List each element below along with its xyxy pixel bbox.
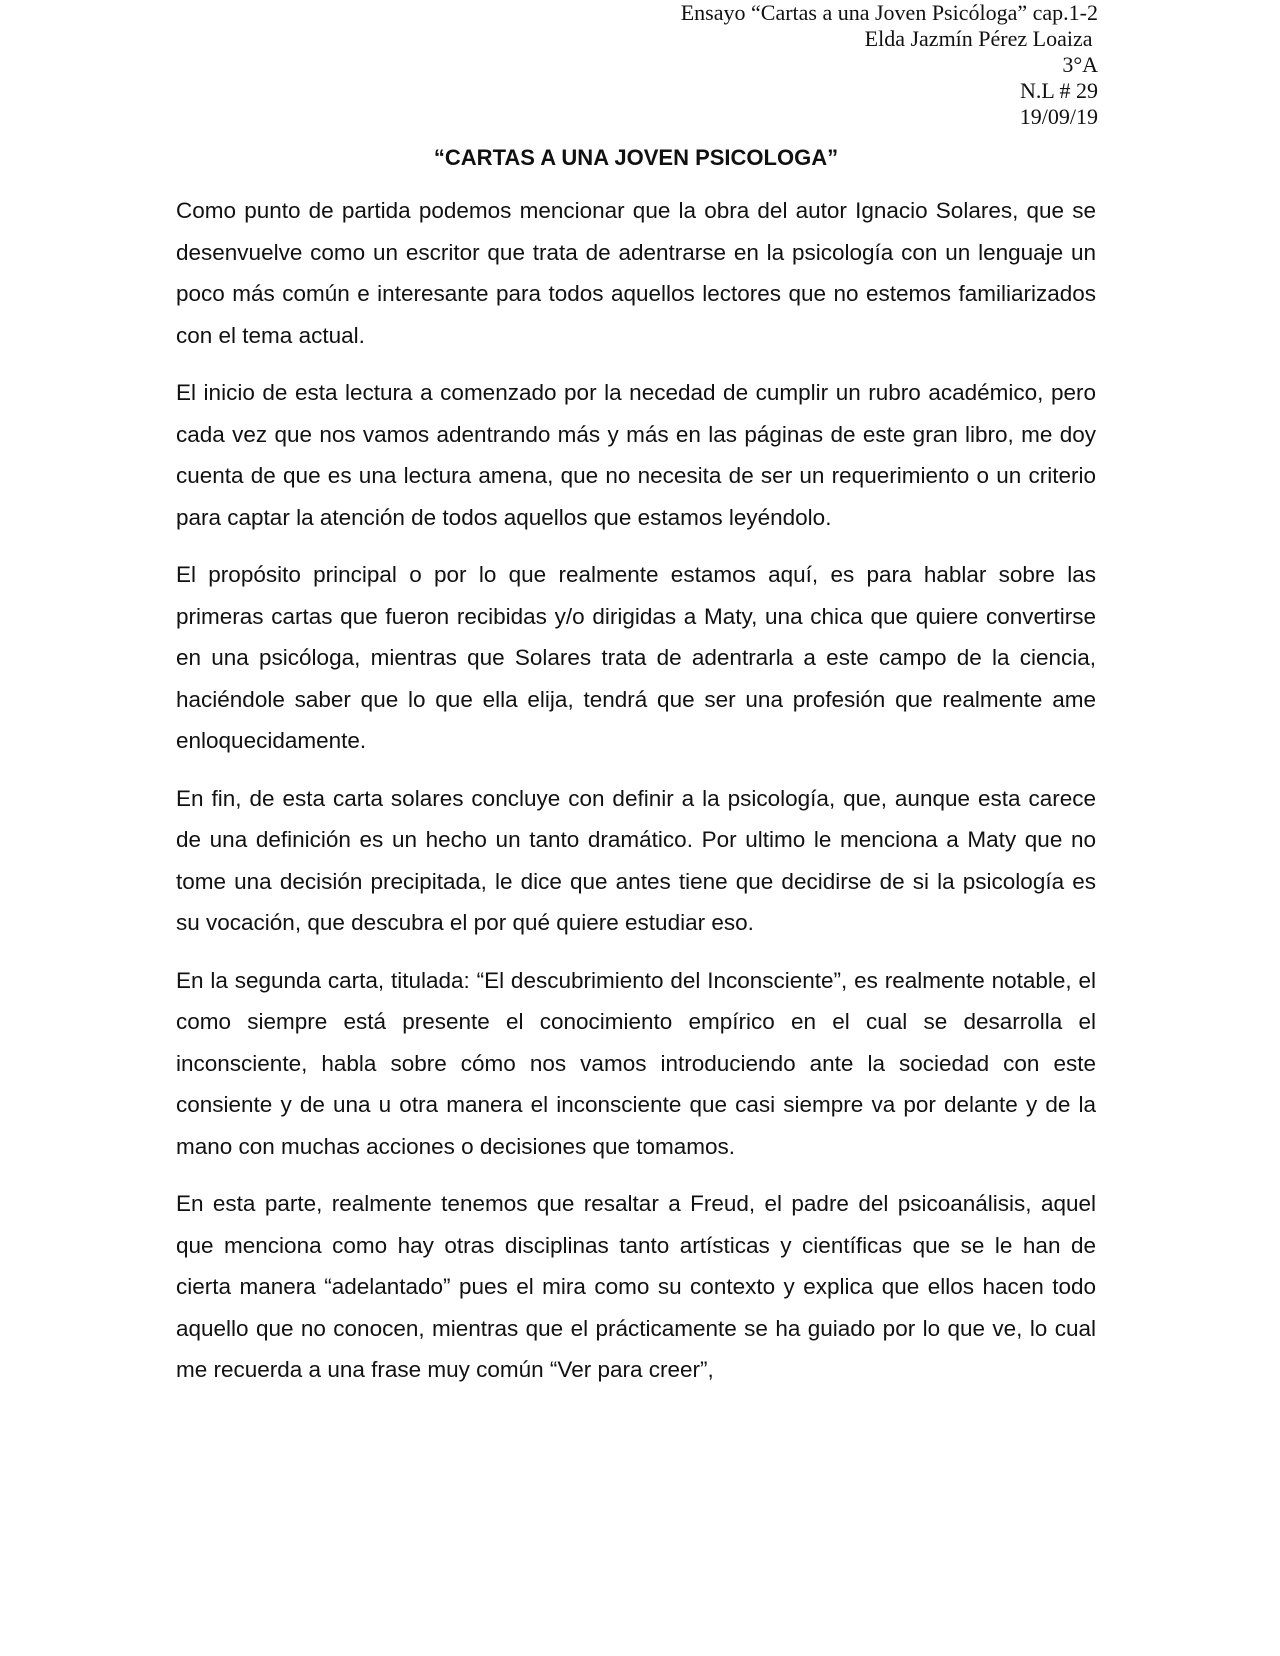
document-body <box>176 190 1096 1407</box>
header-group: 3°A <box>1062 52 1098 77</box>
header-author-name: Elda Jazmín Pérez Loaiza <box>864 26 1098 51</box>
paragraph-6: En esta parte, realmente tenemos que resaltar a Freud, el padre del psicoanálisis, aquel que menciona como hay otras disciplinas tanto artísticas y científicas que se le han de cierta manera “adelantado” pues el mira como su contexto y explica que ellos hacen todo aquello que no conocen, mientras que el prácticamente se ha guiado por lo que ve, lo cual me recuerda a una frase muy común “Ver para creer”, <box>176 1191 1096 1382</box>
header-essay-title: Ensayo “Cartas a una Joven Psicóloga” cap.1-2 <box>680 0 1098 25</box>
document-header <box>681 0 1098 130</box>
paragraph-1: Como punto de partida podemos mencionar que la obra del autor Ignacio Solares, que se desenvuelve como un escritor que trata de adentrarse en la psicología con un lenguaje un poco más común e interesante para todos aquellos lectores que no estemos familiarizados con el tema actual. <box>176 198 1096 348</box>
header-date: 19/09/19 <box>1019 104 1098 129</box>
document-title: “CARTAS A UNA JOVEN PSICOLOGA” <box>433 145 839 170</box>
paragraph-4: En fin, de esta carta solares concluye con definir a la psicología, que, aunque esta carece de una definición es un hecho un tanto dramático. Por ultimo le menciona a Maty que no tome una decisión precipitada, le dice que antes tiene que decidirse de si la psicología es su vocación, que descubra el por qué quiere estudiar eso. <box>176 785 1096 935</box>
paragraph-5: En la segunda carta, titulada: “El descubrimiento del Inconsciente”, es realmente notable, el como siempre está presente el conocimiento empírico en el cual se desarrolla el inconsciente, habla sobre cómo nos vamos introduciendo ante la sociedad con este consiente y de una u otra manera el inconsciente que casi siempre va por delante y de la mano con muchas acciones o decisiones que tomamos. <box>176 967 1096 1159</box>
paragraph-3: El propósito principal o por lo que realmente estamos aquí, es para hablar sobre las primeras cartas que fueron recibidas y/o dirigidas a Maty, una chica que quiere convertirse en una psicóloga, mientras que Solares trata de adentrarla a este campo de la ciencia, haciéndole saber que lo que ella elija, tendrá que ser una profesión que realmente ame enloquecidamente. <box>176 562 1096 753</box>
paragraph-2: El inicio de esta lectura a comenzado por la necedad de cumplir un rubro académico, pero cada vez que nos vamos adentrando más y más en las páginas de este gran libro, me doy cuenta de que es una lectura amena, que no necesita de ser un requerimiento o un criterio para captar la atención de todos aquellos que estamos leyéndolo. <box>176 380 1096 530</box>
header-list-number: N.L # 29 <box>1019 78 1098 103</box>
